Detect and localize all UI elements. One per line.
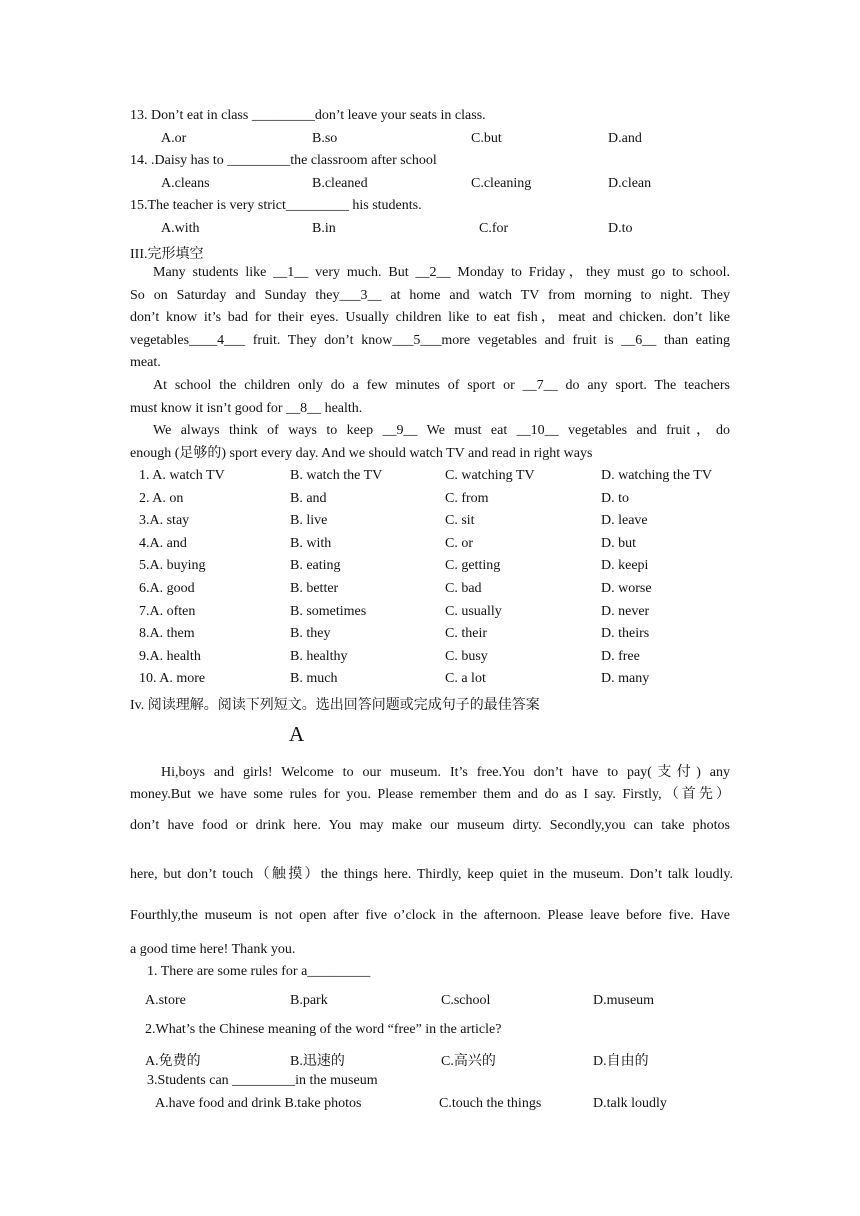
cloze-option-3-d: D. leave <box>601 513 648 529</box>
cloze-option-9-a: 9.A. health <box>139 648 201 664</box>
rq2-option-b: B.迅速的 <box>290 1054 345 1069</box>
cloze-option-4-b: B. with <box>290 535 332 551</box>
passage-a-line-2: money.But we have some rules for you. Please remember them and do as I say. Firstly,（首先） <box>130 787 730 802</box>
cloze-option-1-d: D. watching the TV <box>601 468 712 483</box>
cloze-option-9-d: D. free <box>601 648 640 664</box>
passage-a-line-6: a good time here! Thank you. <box>130 942 296 957</box>
cloze-option-7-d: D. never <box>601 603 650 619</box>
cloze-option-1-c: C. watching TV <box>445 468 535 483</box>
rq3-option-ab: A.have food and drink B.take photos <box>155 1096 362 1111</box>
cloze-option-6-b: B. better <box>290 581 339 596</box>
cloze-option-5-b: B. eating <box>290 558 341 574</box>
cloze-option-4-d: D. but <box>601 535 636 551</box>
cloze-option-8-d: D. theirs <box>601 626 650 642</box>
rq3-option-d: D.talk loudly <box>593 1096 667 1111</box>
cloze-option-3-c: C. sit <box>445 513 475 529</box>
section-4-title: Iv. 阅读理解。阅读下列短文。选出回答问题或完成句子的最佳答案 <box>130 698 540 713</box>
cloze-option-4-a: 4.A. and <box>139 535 187 551</box>
rq1-option-a: A.store <box>145 993 186 1008</box>
q13-option-c: C.but <box>471 131 502 146</box>
question-13-stem: 13. Don’t eat in class _________don’t leave your seats in class. <box>130 108 486 123</box>
cloze-option-6-d: D. worse <box>601 581 652 596</box>
q13-option-a: A.or <box>161 131 187 146</box>
cloze-option-5-d: D. keepi <box>601 558 649 574</box>
passage-a-line-3: don’t have food or drink here. You may make our museum dirty. Secondly,you can take photos <box>130 818 730 833</box>
cloze-p2-line-2: must know it isn’t good for __8__ health. <box>130 400 363 416</box>
cloze-option-7-c: C. usually <box>445 603 502 619</box>
cloze-p1-line-4: vegetables____4___ fruit. They don’t know___5___more vegetables and fruit is __6__ than eating <box>130 332 730 348</box>
rq2-option-a: A.免费的 <box>145 1054 201 1069</box>
cloze-option-2-d: D. to <box>601 490 629 506</box>
cloze-paragraph-2 <box>130 375 730 420</box>
passage-a-line-5: Fourthly,the museum is not open after five o’clock in the afternoon. Please leave before five. Have <box>130 908 730 923</box>
q14-option-d: D.clean <box>608 176 652 191</box>
cloze-option-2-a: 2. A. on <box>139 490 184 506</box>
question-14-stem: 14. .Daisy has to _________the classroom after school <box>130 153 437 168</box>
cloze-paragraph-3 <box>130 420 730 465</box>
cloze-option-3-a: 3.A. stay <box>139 513 190 529</box>
cloze-option-7-a: 7.A. often <box>139 603 196 619</box>
q13-option-b: B.so <box>312 131 338 146</box>
cloze-option-5-a: 5.A. buying <box>139 558 206 574</box>
cloze-p1-line-1: Many students like __1__ very much. But __2__ Monday to Friday，they must go to school. <box>153 265 730 280</box>
question-15-stem: 15.The teacher is very strict_________ his students. <box>130 198 422 213</box>
cloze-p3-line-1: We always think of ways to keep __9__ We must eat __10__ vegetables and fruit，do <box>153 423 730 438</box>
q14-option-a: A.cleans <box>161 176 210 191</box>
cloze-option-10-d: D. many <box>601 671 650 687</box>
q15-option-d: D.to <box>608 221 633 236</box>
cloze-option-8-a: 8.A. them <box>139 626 195 642</box>
cloze-option-9-c: C. busy <box>445 648 488 664</box>
cloze-option-2-c: C. from <box>445 490 489 506</box>
reading-question-2-stem: 2.What’s the Chinese meaning of the word “free” in the article? <box>145 1022 502 1037</box>
cloze-p3-line-2: enough (足够的) sport every day. And we should watch TV and read in right ways <box>130 445 593 461</box>
rq3-option-c: C.touch the things <box>439 1096 542 1111</box>
section-3-title: III.完形填空 <box>130 247 204 262</box>
q14-option-b: B.cleaned <box>312 176 368 191</box>
q15-option-c: C.for <box>479 221 509 236</box>
reading-question-1-stem: 1. There are some rules for a_________ <box>147 964 371 979</box>
cloze-option-4-c: C. or <box>445 535 473 551</box>
q13-option-d: D.and <box>608 131 642 146</box>
cloze-p1-line-5: meat. <box>130 355 161 370</box>
cloze-option-1-b: B. watch the TV <box>290 468 383 483</box>
rq2-option-c: C.高兴的 <box>441 1054 496 1069</box>
cloze-paragraph-1 <box>130 262 730 375</box>
cloze-option-6-a: 6.A. good <box>139 581 195 596</box>
cloze-option-1-a: 1. A. watch TV <box>139 468 225 483</box>
passage-a-line-4: here, but don’t touch（触摸）the things here. Thirdly, keep quiet in the museum. Don’t talk loudly. <box>130 867 733 882</box>
cloze-p1-line-3: don’t know it’s bad for their eyes. Usually children like to eat fish，meat and chicken. don’t like <box>130 310 730 325</box>
cloze-option-7-b: B. sometimes <box>290 603 367 619</box>
cloze-option-8-c: C. their <box>445 626 487 642</box>
passage-a-line-1: Hi,boys and girls! Welcome to our museum. It’s free.You don’t have to pay(支付) any <box>161 765 730 780</box>
cloze-option-10-b: B. much <box>290 671 338 687</box>
cloze-option-10-a: 10. A. more <box>139 671 206 687</box>
reading-question-3-stem: 3.Students can _________in the museum <box>147 1073 378 1088</box>
passage-a-heading: A <box>289 722 305 746</box>
q15-option-a: A.with <box>161 221 200 236</box>
cloze-p2-line-1: At school the children only do a few minutes of sport or __7__ do any sport. The teachers <box>153 378 730 393</box>
cloze-option-6-c: C. bad <box>445 581 482 596</box>
cloze-p1-line-2: So on Saturday and Sunday they___3__ at home and watch TV from morning to night. They <box>130 287 730 303</box>
rq1-option-d: D.museum <box>593 993 655 1008</box>
q14-option-c: C.cleaning <box>471 176 532 191</box>
cloze-option-3-b: B. live <box>290 513 328 529</box>
cloze-option-5-c: C. getting <box>445 558 501 574</box>
cloze-option-9-b: B. healthy <box>290 648 348 664</box>
rq1-option-b: B.park <box>290 993 328 1008</box>
cloze-option-10-c: C. a lot <box>445 671 486 687</box>
q15-option-b: B.in <box>312 221 336 236</box>
cloze-option-8-b: B. they <box>290 626 331 642</box>
cloze-option-2-b: B. and <box>290 490 327 506</box>
rq2-option-d: D.自由的 <box>593 1054 649 1069</box>
rq1-option-c: C.school <box>441 993 491 1008</box>
